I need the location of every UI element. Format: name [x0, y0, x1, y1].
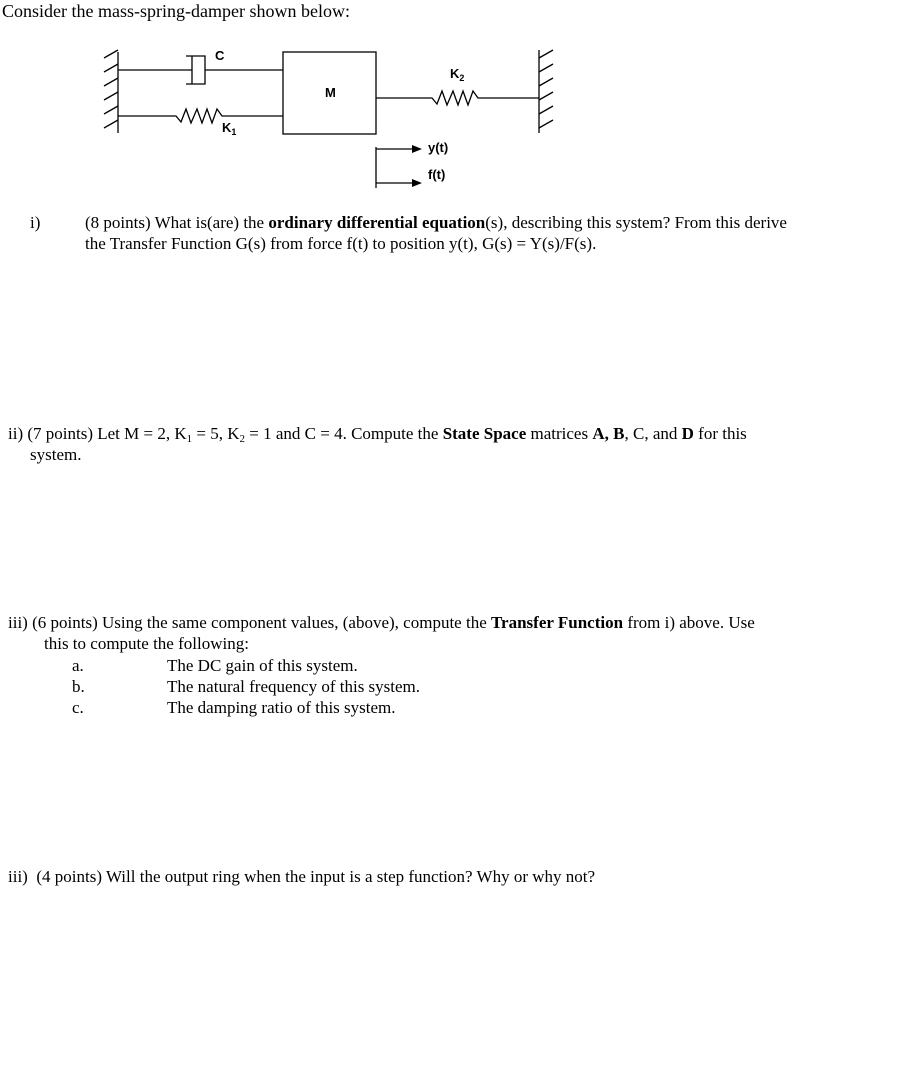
q3-item-letter: c.	[72, 698, 84, 717]
q3-item-letter: a.	[72, 656, 84, 675]
mass-spring-damper-diagram	[0, 0, 898, 200]
intro-text: Consider the mass-spring-damper shown below:	[2, 1, 350, 21]
q4-line: iii) (4 points) Will the output ring when the input is a step function? Why or why not?	[8, 867, 596, 886]
q3-item-letter: b.	[72, 677, 85, 696]
q3-item-text: The DC gain of this system.	[167, 656, 358, 675]
q2-line1: ii) (7 points) Let M = 2, $K_1 = 5$, $K_2 = 1$ and C = 4. Compute the State Space matrices A, B, C, and D for this	[8, 424, 747, 445]
q1-line1: (8 points) What is(are) the ordinary differential equation(s), describing this system? From this derive	[85, 213, 787, 232]
q3-line1: iii) (6 points) Using the same component values, (above), compute the Transfer Function from i) above. Use	[8, 613, 755, 632]
spring-label-k2: $K_2$	[450, 66, 465, 83]
spring-k2	[376, 91, 539, 105]
input-label-f: f(t)	[428, 167, 446, 182]
q3-item-text: The damping ratio of this system.	[167, 698, 396, 717]
q2-line2: system.	[30, 445, 82, 464]
mass-label-m: M	[325, 85, 336, 100]
q1-number: i)	[30, 213, 41, 232]
q3-item-text: The natural frequency of this system.	[167, 677, 421, 696]
output-label-y: y(t)	[428, 140, 449, 155]
damper-label-c: C	[215, 48, 225, 63]
spring-k1	[118, 109, 283, 123]
spring-label-k1: $K_1$	[222, 120, 237, 137]
q1-line2: the Transfer Function G(s) from force f(t) to position y(t), G(s) = Y(s)/F(s).	[85, 234, 597, 253]
q3-line2: this to compute the following:	[44, 634, 249, 653]
